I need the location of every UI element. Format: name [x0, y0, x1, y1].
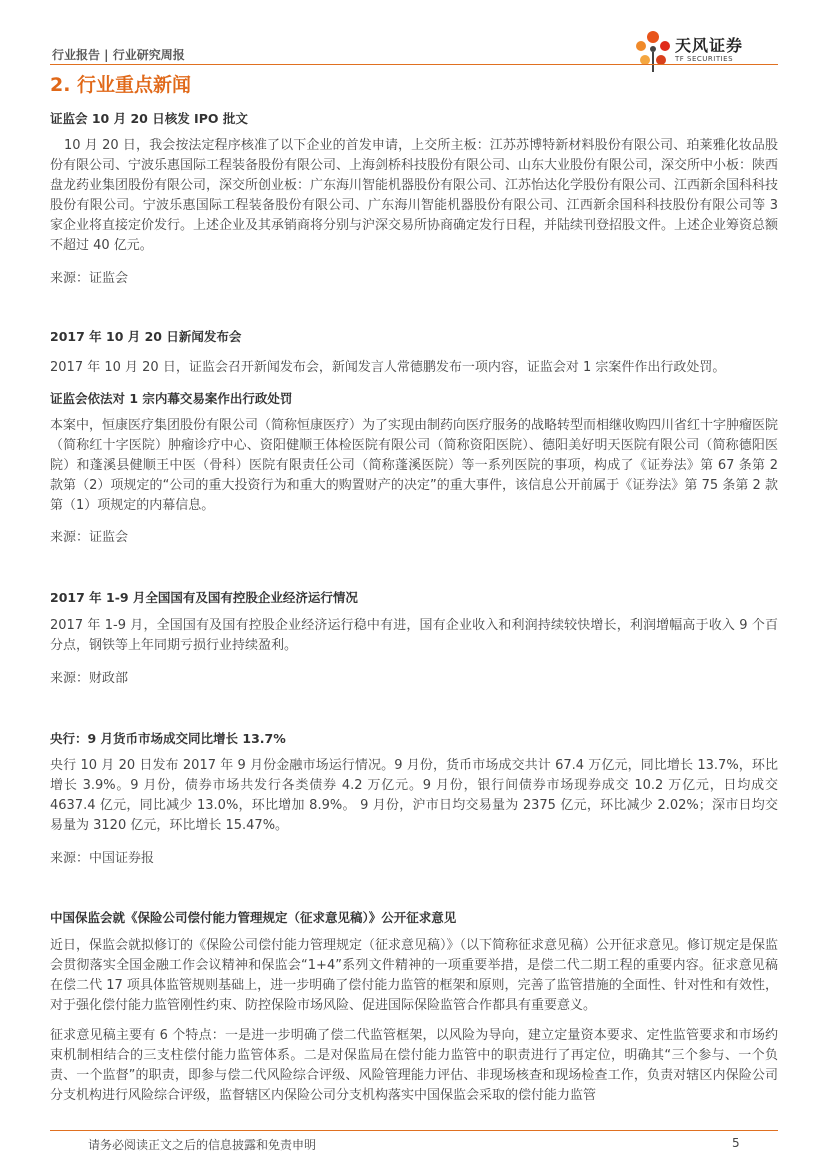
- breadcrumb: 行业报告 | 行业研究周报: [52, 48, 185, 62]
- footer-disclaimer: 请务必阅读正文之后的信息披露和免责申明: [88, 1138, 317, 1152]
- flower-logo-icon: [633, 29, 673, 73]
- news-source: 来源：证监会: [50, 530, 129, 545]
- news-title: 证监会 10 月 20 日核发 IPO 批文: [50, 111, 248, 126]
- news-title: 央行：9 月货币市场成交同比增长 13.7%: [50, 731, 286, 746]
- footer-rule: [50, 1130, 778, 1131]
- news-paragraph: 2017 年 1-9 月，全国国有及国有控股企业经济运行稳中有进，国有企业收入和利润持续较快增长，利润增幅高于收入 9 个百分点，钢铁等上年同期亏损行业持续盈利。: [50, 618, 778, 653]
- news-title: 中国保监会就《保险公司偿付能力管理规定（征求意见稿）》公开征求意见: [50, 910, 457, 925]
- news-source: 来源：证监会: [50, 271, 129, 286]
- news-paragraph: 10 月 20 日，我会按法定程序核准了以下企业的首发申请，上交所主板：江苏苏博特新材料股份有限公司、珀莱雅化妆品股份有限公司、宁波乐惠国际工程装备股份有限公司、上海剑桥科技股份有限公司、山东大业股份有限公司，深交所中小板：陕西盘龙药业集团股份有限公司，深交所创业板：广东海川智能机器股份有限公司、江苏怡达化学股份有限公司、江西新余国科科技股份有限公司。宁波乐惠国际工程装备股份有限公司、广东海川智能机器股份有限公司、江西新余国科科技股份有限公司等 3 家企业将直接定价发行。上述企业及其承销商将分别与沪深交易所协商确定发行日程，并陆续刊登招股文件。上述企业筹资总额不超过 40 亿元。: [50, 138, 779, 253]
- news-title: 2017 年 10 月 20 日新闻发布会: [50, 329, 242, 344]
- news-paragraph: 征求意见稿主要有 6 个特点：一是进一步明确了偿二代监管框架，以风险为导向，建立定量资本要求、定性监管要求和市场约束机制相结合的三支柱偿付能力监管体系。二是对保监局在偿付能力监管中的职责进行了再定位，明确其“三个参与、一个负责、一个监督”的职责，即参与偿二代风险综合评级、风险管理能力评估、非现场核查和现场检查工作，负责对辖区内保险公司分支机构进行风险综合评级，监督辖区内保险公司分支机构落实中国保监会采取的偿付能力监管: [50, 1028, 778, 1103]
- page-number: 5: [732, 1136, 740, 1150]
- logo-name: 天风证券: [675, 36, 744, 55]
- section-title: 2. 行业重点新闻: [50, 74, 192, 96]
- news-paragraph: 央行 10 月 20 日发布 2017 年 9 月份金融市场运行情况。9 月份，货币市场成交共计 67.4 万亿元，同比增长 13.7%，环比增长 3.9%。9 月份，债券市场共发行各类债券 4.2 万亿元。9 月份，银行间债券市场现券成交 10.2 万亿元，日均成交 4637.4 亿元，同比减少 13.0%，环比增加 8.9%。 9 月份，沪市日均交易量为 2375 亿元，环比减少 2.02%；深市日均交易量为 3120 亿元，环比增长 15.47%。: [50, 758, 778, 833]
- logo-subtitle: TF SECURITIES: [675, 55, 734, 63]
- news-subtitle: 证监会依法对 1 宗内幕交易案作出行政处罚: [50, 391, 293, 406]
- news-source: 来源：中国证券报: [50, 851, 155, 866]
- news-paragraph: 本案中，恒康医疗集团股份有限公司（简称恒康医疗）为了实现由制药向医疗服务的战略转型而相继收购四川省红十字肿瘤医院（简称红十字医院）肿瘤诊疗中心、资阳健顺王体检医院有限公司（简称资阳医院）、德阳美好明天医院有限公司（简称德阳医院）和蓬溪县健顺王中医（骨科）医院有限责任公司（简称蓬溪医院）等一系列医院的事项，构成了《证券法》第 67 条第 2 款第（2）项规定的“公司的重大投资行为和重大的购置财产的决定”的重大事件，该信息公开前属于《证券法》第 75 条第 2 款第（1）项规定的内幕信息。: [50, 418, 779, 513]
- news-title: 2017 年 1-9 月全国国有及国有控股企业经济运行情况: [50, 590, 358, 605]
- header-rule: [50, 64, 778, 65]
- news-paragraph: 2017 年 10 月 20 日，证监会召开新闻发布会，新闻发言人常德鹏发布一项内容，证监会对 1 宗案件作出行政处罚。: [50, 360, 726, 375]
- news-paragraph: 近日，保监会就拟修订的《保险公司偿付能力管理规定（征求意见稿）》（以下简称征求意见稿）公开征求意见。修订规定是保监会贯彻落实全国金融工作会议精神和保监会“1+4”系列文件精神的一项重要举措，是偿二代二期工程的重要内容。征求意见稿在偿二代 17 项具体监管规则基础上，进一步明确了偿付能力监管的框架和原则，完善了监管措施的全面性、针对性和有效性，对于强化偿付能力监管刚性约束、防控保险市场风险、促进国际保险监管合作都具有重要意义。: [50, 938, 779, 1013]
- news-source: 来源：财政部: [50, 671, 129, 686]
- company-logo: [633, 29, 773, 73]
